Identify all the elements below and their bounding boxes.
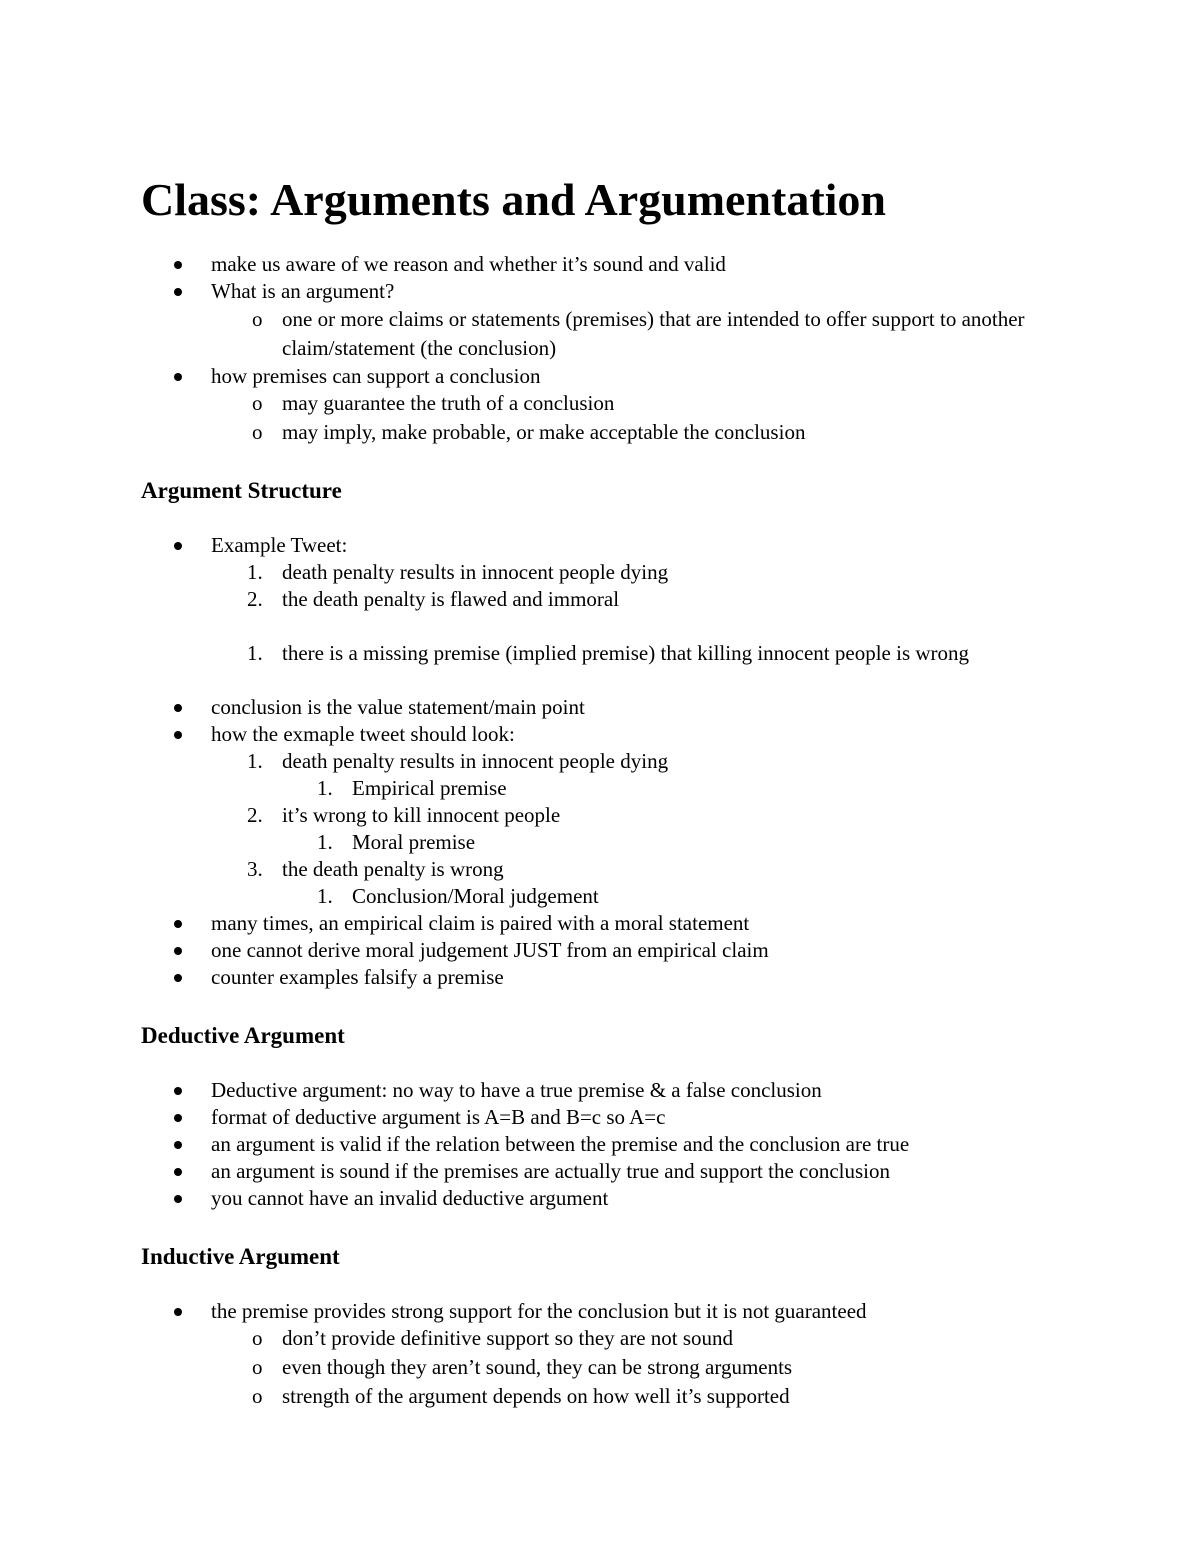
list-item [141,532,1141,559]
list-item [141,1325,1141,1352]
list-item-text: may guarantee the truth of a conclusion [282,391,615,415]
list-item-text: how premises can support a conclusion [211,364,541,388]
list-item-text: make us aware of we reason and whether it’s sound and valid [211,252,726,276]
list-item-text: Example Tweet: [211,533,348,557]
list-number: 2. [247,803,263,827]
list-item-text: may imply, make probable, or make acceptable the conclusion [282,420,806,444]
bullet-icon [174,373,182,381]
list-item-text: there is a missing premise (implied premise) that killing innocent people is wrong [282,641,970,665]
list-item-text: conclusion is the value statement/main point [211,695,585,719]
list-item [141,640,1141,667]
list-number: 1. [317,884,333,908]
list-item [141,721,1141,748]
list-item [141,775,1141,802]
list-item-text: Deductive argument: no way to have a true premise & a false conclusion [211,1078,822,1102]
list-item [141,1158,1141,1185]
bullet-icon [174,1141,182,1149]
bullet-icon [174,288,182,296]
list-item [141,883,1141,910]
bullet-icon [174,1195,182,1203]
bullet-icon [174,974,182,982]
list-number: 1. [247,560,263,584]
list-item-text: an argument is valid if the relation between the premise and the conclusion are true [211,1132,910,1156]
intro-section [141,251,1141,446]
list-item-text: the death penalty is wrong [282,857,504,881]
circle-bullet-icon: o [252,307,263,331]
list-item [141,1354,1141,1381]
list-item-text: format of deductive argument is A=B and B=c so A=c [211,1105,666,1129]
list-item-text: Conclusion/Moral judgement [352,884,599,908]
circle-bullet-icon: o [252,1384,263,1408]
list-number: 1. [317,830,333,854]
list-item [141,363,1141,390]
page-title: Class: Arguments and Argumentation [141,174,887,225]
list-item [141,1131,1141,1158]
intro-list [141,251,1141,446]
list-item [141,586,1141,613]
list-number: 1. [317,776,333,800]
list-item-text: Moral premise [352,830,476,854]
list-item [141,559,1141,586]
list-item-text: the premise provides strong support for the conclusion but it is not guaranteed [211,1299,867,1323]
structure-list [141,532,1141,991]
list-item-text: death penalty results in innocent people dying [282,749,669,773]
list-item [141,278,1141,305]
list-item [141,251,1141,278]
list-item [141,748,1141,775]
list-number: 3. [247,857,263,881]
bullet-icon [174,1087,182,1095]
list-item [141,1185,1141,1212]
circle-bullet-icon: o [252,391,263,415]
list-item [141,1383,1141,1410]
deductive-argument-section [141,1022,1141,1212]
list-item [141,694,1141,721]
list-item-text: you cannot have an invalid deductive argument [211,1186,609,1210]
spacer [141,613,1141,640]
list-item [141,1077,1141,1104]
list-item-text: Empirical premise [352,776,507,800]
list-item [141,305,1141,363]
list-item-text: it’s wrong to kill innocent people [282,803,561,827]
list-item-text: don’t provide definitive support so they are not sound [282,1326,734,1350]
bullet-icon [174,542,182,550]
list-item-text: how the exmaple tweet should look: [211,722,515,746]
bullet-icon [174,1308,182,1316]
list-item-text: death penalty results in innocent people dying [282,560,669,584]
list-item [141,1298,1141,1325]
deductive-list [141,1077,1141,1212]
bullet-icon [174,261,182,269]
bullet-icon [174,1168,182,1176]
list-number: 1. [247,641,263,665]
list-item-text: the death penalty is flawed and immoral [282,587,620,611]
section-heading: Argument Structure [141,478,342,503]
list-item-text: many times, an empirical claim is paired with a moral statement [211,911,750,935]
circle-bullet-icon: o [252,1326,263,1350]
list-item [141,856,1141,883]
list-item-text: even though they aren’t sound, they can be strong arguments [282,1355,793,1379]
bullet-icon [174,920,182,928]
list-item [141,937,1141,964]
list-number: 1. [247,749,263,773]
bullet-icon [174,731,182,739]
list-item [141,419,1141,446]
circle-bullet-icon: o [252,1355,263,1379]
list-item-text: strength of the argument depends on how well it’s supported [282,1384,790,1408]
list-item-text: one cannot derive moral judgement JUST from an empirical claim [211,938,769,962]
list-item [141,390,1141,417]
inductive-argument-section [141,1243,1141,1410]
list-item-text: counter examples falsify a premise [211,965,504,989]
list-number: 2. [247,587,263,611]
list-item-text: one or more claims or statements (premises) that are intended to offer support to another claim/statement (the conclusion) [282,307,1025,360]
list-item [141,1104,1141,1131]
bullet-icon [174,1114,182,1122]
section-heading: Inductive Argument [141,1244,340,1269]
list-item [141,829,1141,856]
argument-structure-section [141,477,1141,991]
list-item-text: an argument is sound if the premises are actually true and support the conclusion [211,1159,891,1183]
list-item-text: What is an argument? [211,279,395,303]
spacer [141,667,1141,694]
list-item [141,910,1141,937]
bullet-icon [174,704,182,712]
section-heading: Deductive Argument [141,1023,345,1048]
inductive-list [141,1298,1141,1410]
list-item [141,964,1141,991]
bullet-icon [174,947,182,955]
circle-bullet-icon: o [252,420,263,444]
list-item [141,802,1141,829]
